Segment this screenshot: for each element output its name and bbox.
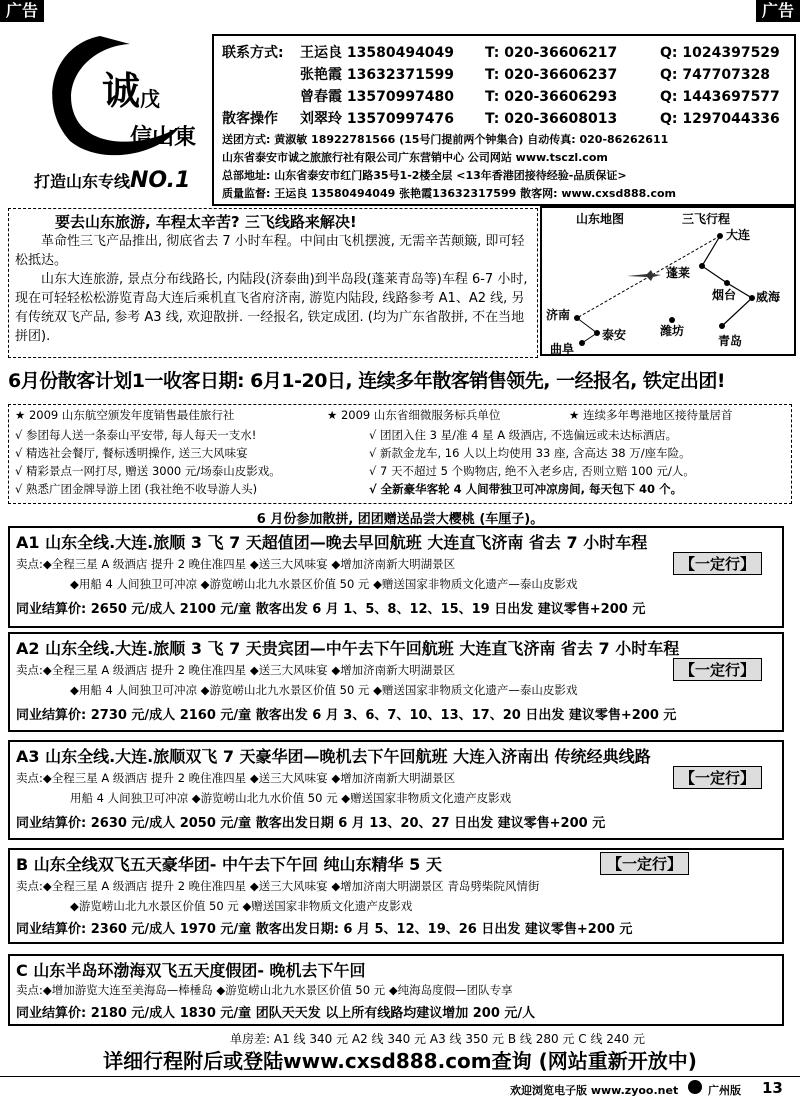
route-price: 同业结算价: 2650 元/成人 2100 元/童 散客出发 6 月 1、5、8、12、15、19 日出发 建议零售+200 元 xyxy=(16,602,646,617)
ad-tag-left: 广告 xyxy=(0,0,44,22)
route-title: C 山东半岛环渤海双飞五天度假团- 晚机去下午回 xyxy=(16,961,366,980)
map-city-yantai: 烟台 xyxy=(712,288,737,302)
route-title: A3 山东全线.大连.旅顺双飞 7 天豪华团—晚机去下午回航班 大连入济南出 传统经典线路 xyxy=(16,747,651,766)
seal-logo-icon xyxy=(30,26,206,166)
logo-slogan: 打造山东专线NO.1 xyxy=(34,168,191,193)
route-title: A2 山东全线.大连.旅顺 3 飞 7 天贵宾团—中午去下午回航班 大连直飞济南 省去 7 小时车程 xyxy=(16,639,680,658)
feature-left-3: √ 精彩景点一网打尽, 赠送 3000 元/场泰山皮影戏。 xyxy=(15,464,281,478)
brand-logo xyxy=(30,26,206,193)
route-tag: 【一定行】 xyxy=(673,552,762,575)
map-subtitle: 三飞行程 xyxy=(682,212,731,226)
single-room-surcharge: 单房差: A1 线 340 元 A2 线 340 元 A3 线 350 元 B 线 280 元 C 线 240 元 xyxy=(230,1032,645,1046)
intro-paragraph-1: 革命性三飞产品推出, 彻底省去 7 小时车程。中间由飞机摆渡, 无需辛苦颠簸, 即可轻松抵达。 xyxy=(15,234,525,268)
map-city-qingdao: 青岛 xyxy=(718,334,743,348)
feature-right-3: √ 7 天不超过 5 个购物店, 绝不入老乡店, 否则立赔 100 元/人。 xyxy=(369,464,695,478)
route-line-2: ◆用船 4 人间独卫可冲凉 ◆游览崂山北九水景区价值 50 元 ◆赠送国家非物质文化遗产—泰山皮影戏 xyxy=(70,577,578,591)
footer-cta: 详细行程附后或登陆www.cxsd888.com查询 (网站重新开放中) xyxy=(103,1049,697,1073)
route-title: A1 山东全线.大连.旅顺 3 飞 7 天超值团—晚去早回航班 大连直飞济南 省去 7 小时车程 xyxy=(16,533,648,552)
map-city-jinan: 济南 xyxy=(546,308,571,322)
route-line-2: ◆用船 4 人间独卫可冲凉 ◆游览崂山北九水景区价值 50 元 ◆赠送国家非物质文化遗产—泰山皮影戏 xyxy=(70,683,578,697)
route-c xyxy=(8,954,784,1026)
page-number: 13 xyxy=(762,1079,783,1097)
route-a1 xyxy=(8,526,784,628)
feature-left-1: √ 参团每人送一条泰山平安带, 每人每天一支水! xyxy=(15,428,257,442)
svg-text:诚: 诚 xyxy=(102,68,141,113)
contact-row-2: 张艳霞 13632371599 T: 020-36606237 Q: 747707328 xyxy=(300,67,771,83)
footer-website: 欢迎浏览电子版 www.zyoo.net xyxy=(510,1084,679,1097)
route-line-2: ◆游览崂山北九水景区价值 50 元 ◆赠送国家非物质文化遗产皮影戏 xyxy=(70,899,413,913)
map-title: 山东地图 xyxy=(576,212,625,226)
features-box xyxy=(8,404,792,504)
contact-row-3: 曾春霞 13570997480 T: 020-36606293 Q: 1443697577 xyxy=(300,89,780,105)
map-city-penglai: 蓬莱 xyxy=(666,266,691,280)
route-line-1: 卖点:◆全程三星 A 级酒店 提升 2 晚住准四星 ◆送三大风味宴 ◆增加济南新大明湖景区 xyxy=(16,557,456,571)
route-a3 xyxy=(8,740,784,840)
schedule-banner: 6月份散客计划1一收客日期: 6月1-20日, 连续多年散客销售领先, 一经报名, 铁定出团! xyxy=(8,370,726,392)
gift-note: 6 月份参加散拼, 团团赠送品尝大樱桃 (车厘子)。 xyxy=(256,512,544,527)
intro-paragraph-2: 山东大连旅游, 景点分布线路长, 内陆段(济泰曲)到半岛段(蓬莱青岛等)车程 6-7 小时, 现在可轻轻松松游览青岛大连后乘机直飞省府济南, 游览内陆段, 线路参考 A1、A2 线, 另有传统双飞产品, 参考 A3 线, 欢迎散拼. 一经报名, 铁定成团. (均为广东省散拼, 不在当地拼团). xyxy=(15,272,528,344)
svg-text:戊: 戊 xyxy=(140,87,160,111)
feature-left-2: √ 精选社会餐厅, 餐标透明操作, 送三大风味宴 xyxy=(15,446,248,460)
route-line-2: 用船 4 人间独卫可冲凉 ◆游览崂山北九水价值 50 元 ◆赠送国家非物质文化遗产皮影戏 xyxy=(70,791,512,805)
contact-row-op: 散客操作 刘翠玲 13570997476 T: 020-36608013 Q: 1297044336 xyxy=(222,111,780,127)
route-line-1: 卖点:◆全程三星 A 级酒店 提升 2 晚住准四星 ◆送三大风味宴 ◆增加济南新大明湖景区 xyxy=(16,771,456,785)
logo-dot-icon xyxy=(688,1080,702,1094)
feature-left-4: √ 熟悉广团金牌导游上团 (我社绝不收导游人头) xyxy=(15,482,258,496)
route-tag: 【一定行】 xyxy=(673,658,762,681)
route-price: 同业结算价: 2360 元/成人 1970 元/童 散客出发日期: 6 月 5、12、19、26 日出发 建议零售+200 元 xyxy=(16,922,633,937)
route-line-1: 卖点:◆增加游览大连至美海岛—棒棰岛 ◆游览崂山北九水景区价值 50 元 ◆纯海岛度假—团队专享 xyxy=(16,983,513,997)
feature-right-4: √ 全新豪华客轮 4 人间带独卫可冲凉房间, 每天包下 40 个。 xyxy=(369,482,683,496)
route-tag: 【一定行】 xyxy=(600,852,689,875)
route-a2 xyxy=(8,632,784,732)
route-title: B 山东全线双飞五天豪华团- 中午去下午回 纯山东精华 5 天 xyxy=(16,855,442,874)
route-tag: 【一定行】 xyxy=(673,766,762,789)
svg-text:信山東: 信山東 xyxy=(130,124,197,150)
route-line-1: 卖点:◆全程三星 A 级酒店 提升 2 晚住准四星 ◆送三大风味宴 ◆增加济南新大明湖景区 xyxy=(16,663,456,677)
map-city-taian: 泰安 xyxy=(602,328,627,342)
footer-edition: 广州版 xyxy=(708,1084,741,1097)
route-map xyxy=(540,206,796,356)
award-2: ★ 2009 山东省细微服务标兵单位 xyxy=(327,408,501,422)
route-price: 同业结算价: 2730 元/成人 2160 元/童 散客出发 6 月 3、6、7、10、13、17、20 日出发 建议零售+200 元 xyxy=(16,708,677,723)
address-info: 总部地址: 山东省泰安市红门路35号1-2楼全层 <13年香港团接待经验-品质保证> xyxy=(222,169,627,182)
delivery-info: 送团方式: 黄淑敏 18922781566 (15号门提前两个钟集合) 自动传真: 020-86262611 xyxy=(222,133,669,146)
intro-headline: 要去山东旅游, 车程太辛苦? 三飞线路来解决! xyxy=(55,213,357,231)
company-info: 山东省泰安市诚之旅旅行社有限公司广东营销中心 公司网站 www.tsczl.com xyxy=(222,151,608,164)
map-city-weihai: 威海 xyxy=(756,290,781,304)
route-price: 同业结算价: 2630 元/成人 2050 元/童 散客出发日期 6 月 13、20、27 日出发 建议零售+200 元 xyxy=(16,816,606,831)
footer-divider xyxy=(0,1076,800,1077)
award-1: ★ 2009 山东航空颁发年度销售最佳旅行社 xyxy=(15,408,235,422)
quality-info: 质量监督: 王运良 13580494049 张艳霞13632317599 散客网: www.cxsd888.com xyxy=(222,187,677,200)
map-city-qufu: 曲阜 xyxy=(550,342,575,356)
contact-box xyxy=(212,34,796,206)
award-3: ★ 连续多年粤港地区接待量居首 xyxy=(569,408,733,422)
contact-row-1: 联系方式: 王运良 13580494049 T: 020-36606217 Q: 1024397529 xyxy=(222,45,780,61)
route-b xyxy=(8,848,784,944)
map-city-dalian: 大连 xyxy=(726,228,751,242)
route-price: 同业结算价: 2180 元/成人 1830 元/童 团队天天发 以上所有线路均建议增加 200 元/人 xyxy=(16,1006,536,1021)
feature-right-1: √ 团团入住 3 星/准 4 星 A 级酒店, 不选偏远或未达标酒店。 xyxy=(369,428,678,442)
feature-right-2: √ 新款金龙车, 16 人以上均使用 33 座, 含高达 38 万/座车险。 xyxy=(369,446,691,460)
map-city-weifang: 潍坊 xyxy=(660,324,685,338)
ad-tag-right: 广告 xyxy=(756,0,800,22)
route-line-1: 卖点:◆全程三星 A 级酒店 提升 2 晚住准四星 ◆送三大风味宴 ◆增加济南大明湖景区 青岛劈柴院风情街 xyxy=(16,879,540,893)
intro-box xyxy=(8,208,538,358)
